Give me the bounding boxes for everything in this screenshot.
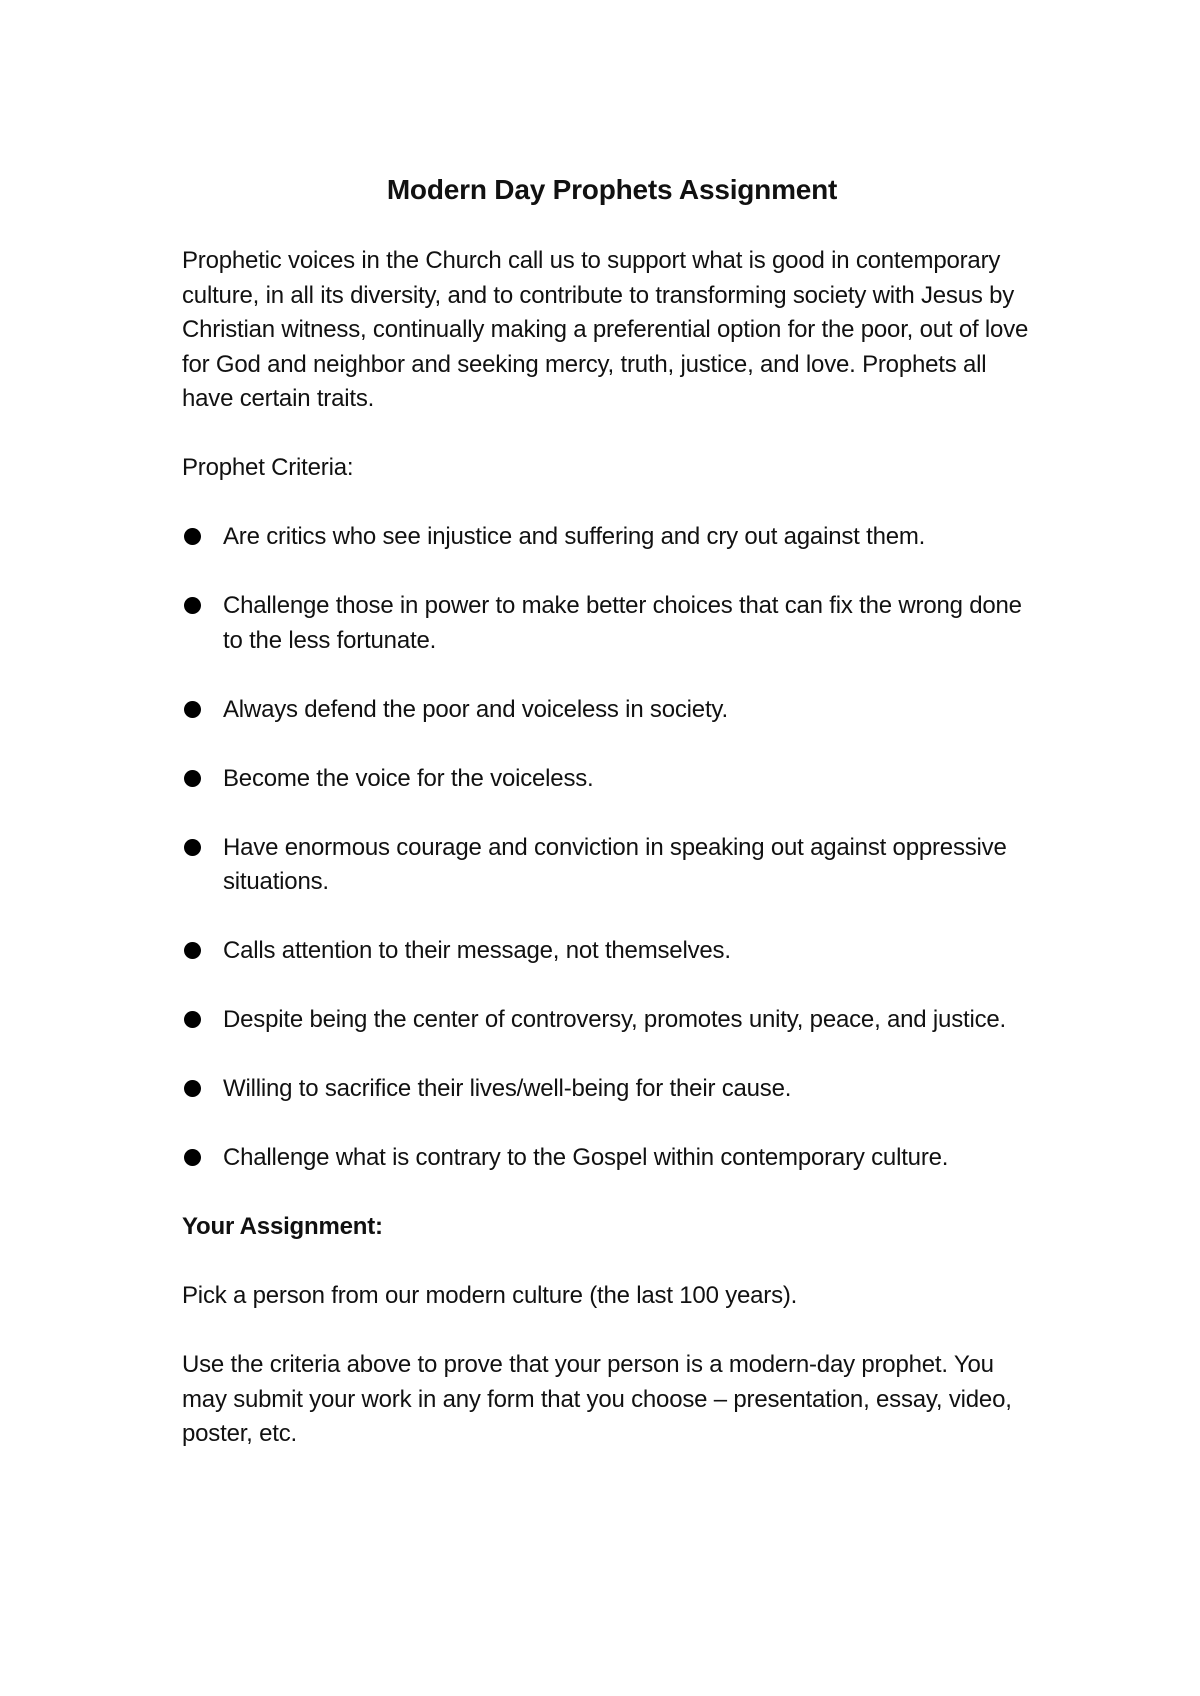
criteria-item-text: Become the voice for the voiceless. <box>223 764 594 792</box>
criteria-item <box>182 762 1042 797</box>
criteria-item-text: Are critics who see injustice and suffering and cry out against them. <box>223 523 926 550</box>
document-content <box>182 170 1042 1486</box>
assignment-paragraph: Pick a person from our modern culture (the last 100 years). <box>182 1282 798 1309</box>
assignment-heading: Your Assignment: <box>182 1213 383 1240</box>
criteria-item-text: Always defend the poor and voiceless in society. <box>223 695 728 723</box>
criteria-item <box>182 934 1042 969</box>
bullet-dot-icon <box>184 597 201 614</box>
bullet-dot-icon <box>184 701 201 718</box>
intro-paragraph: Prophetic voices in the Church call us to support what is good in contemporary culture, in all its diversity, and to contribute to transforming society with Jesus by Christian witness, continually making a preferential option for the poor, out of love for God and neighbor and seeking mercy, truth, justice, and love. Prophets all have certain traits. <box>182 247 1029 412</box>
criteria-item <box>182 520 1042 555</box>
criteria-heading: Prophet Criteria: <box>182 454 354 481</box>
criteria-item-text: Despite being the center of controversy, promotes unity, peace, and justice. <box>223 1006 1007 1033</box>
criteria-item <box>182 1141 1042 1176</box>
criteria-item-text: Challenge those in power to make better choices that can fix the wrong done to the less fortunate. <box>223 592 1022 654</box>
bullet-dot-icon <box>184 528 201 545</box>
document-title: Modern Day Prophets Assignment <box>386 174 838 205</box>
criteria-item <box>182 693 1042 728</box>
bullet-dot-icon <box>184 1080 201 1097</box>
bullet-dot-icon <box>184 1011 201 1028</box>
criteria-item <box>182 589 1042 658</box>
criteria-item-text: Willing to sacrifice their lives/well-being for their cause. <box>223 1075 792 1102</box>
criteria-item-text: Challenge what is contrary to the Gospel within contemporary culture. <box>223 1144 949 1171</box>
bullet-dot-icon <box>184 1149 201 1166</box>
criteria-item-text: Calls attention to their message, not themselves. <box>223 937 731 964</box>
criteria-list <box>182 520 1042 1176</box>
bullet-dot-icon <box>184 770 201 787</box>
criteria-item-text: Have enormous courage and conviction in speaking out against oppressive situations. <box>223 833 1007 895</box>
criteria-item <box>182 1003 1042 1038</box>
criteria-item <box>182 831 1042 900</box>
criteria-item <box>182 1072 1042 1107</box>
bullet-dot-icon <box>184 942 201 959</box>
bullet-dot-icon <box>184 839 201 856</box>
assignment-paragraph: Use the criteria above to prove that your person is a modern-day prophet. You may submit your work in any form that you choose – presentation, essay, video, poster, etc. <box>182 1351 1012 1447</box>
